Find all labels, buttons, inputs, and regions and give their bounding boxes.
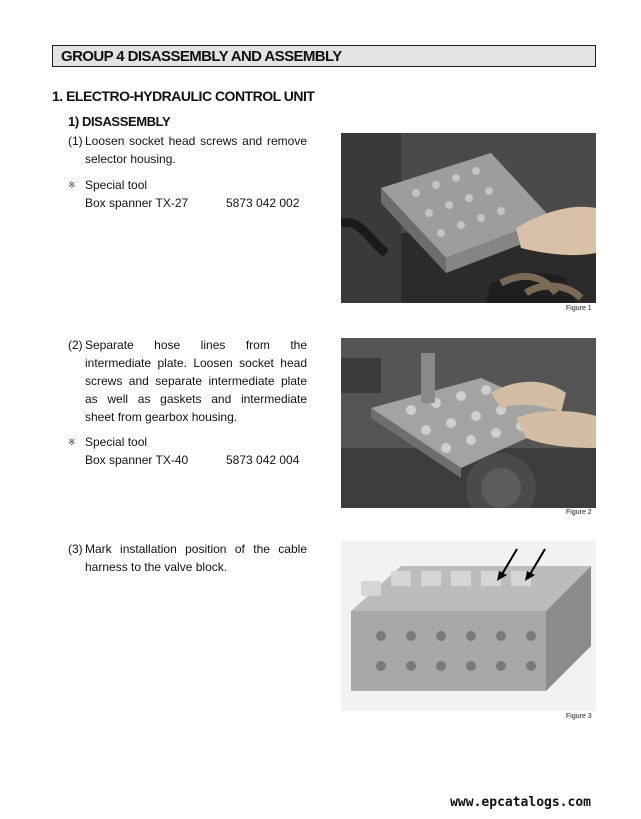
group-title: GROUP 4 DISASSEMBLY AND ASSEMBLY xyxy=(61,48,342,65)
special-tool-note-2 xyxy=(68,433,328,469)
footer-website-link[interactable]: www.epcatalogs.com xyxy=(450,795,591,810)
figure-2-photo xyxy=(341,338,596,508)
figure-1-caption: Figure 1 xyxy=(566,305,592,312)
tool-part-number: 5873 042 004 xyxy=(226,453,300,467)
special-tool-note-1 xyxy=(68,176,328,212)
special-tool-label: Special tool xyxy=(85,435,148,449)
figure-2-caption: Figure 2 xyxy=(566,509,592,516)
group-header-bar xyxy=(52,45,596,67)
step-text: Separate hose lines from the intermediate plate. Loosen socket head screws and separate intermediate plate as well as gaskets and intermediate sheet from gearbox housing. xyxy=(85,338,307,424)
figure-1-photo xyxy=(341,133,596,303)
figure-3-photo xyxy=(341,541,596,711)
tool-name: Box spanner TX-27 xyxy=(85,196,189,210)
tool-name: Box spanner TX-40 xyxy=(85,453,189,467)
step-text: Loosen socket head screws and remove selector housing. xyxy=(85,134,307,166)
special-tool-label: Special tool xyxy=(85,178,148,192)
subsection-title: 1) DISASSEMBLY xyxy=(68,114,171,129)
section-title: 1. ELECTRO-HYDRAULIC CONTROL UNIT xyxy=(52,88,315,104)
step-number: (3) xyxy=(68,542,83,556)
step-text: Mark installation position of the cable harness to the valve block. xyxy=(85,542,307,574)
step-number: (2) xyxy=(68,338,83,352)
step-2 xyxy=(68,336,308,426)
step-1 xyxy=(68,132,308,172)
step-3 xyxy=(68,540,308,580)
reference-mark-icon: ※ xyxy=(68,437,76,447)
step-number: (1) xyxy=(68,134,83,148)
tool-part-number: 5873 042 002 xyxy=(226,196,300,210)
reference-mark-icon: ※ xyxy=(68,180,76,190)
figure-3-caption: Figure 3 xyxy=(566,713,592,720)
